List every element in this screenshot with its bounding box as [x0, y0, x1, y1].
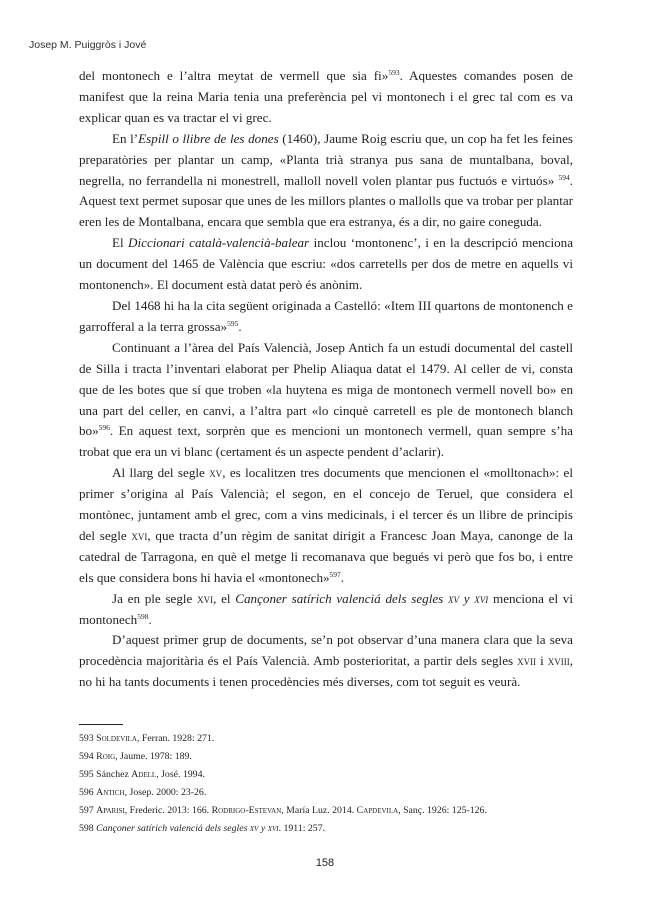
text-run: . Aquest text permet suposar que unes de les millors plantes o mallolls que va trobar per plantar eren les de Montalbana, encara que sembla que era estranya, és a dir, no gaire coneguda. — [79, 172, 573, 230]
text-run: . 1911: 257. — [278, 823, 326, 834]
text-run: Ja en ple segle — [112, 590, 198, 606]
footnote-number: 595 — [79, 769, 97, 780]
book-title: Diccionari català-valencià-balear — [128, 235, 310, 251]
text-run: . En aquest text, sorprèn que es mencioni un montonech vermell, quan sempre s’ha trobat que era un vi blanc (certament és un aspecte pendent d’aclarir). — [79, 423, 573, 460]
text-run: En l’ — [112, 130, 139, 146]
footnote-596 — [79, 784, 573, 802]
text-run: . — [238, 318, 242, 334]
century-numeral: xvi — [267, 823, 279, 834]
paragraph-2 — [79, 129, 573, 234]
footnote-598 — [79, 820, 573, 838]
century-numeral: xvi — [474, 590, 489, 606]
author-surname: Soldevila — [96, 733, 137, 744]
text-run: , no hi ha tants documents i tenen procedències més diverses, com tot seguit es veurà. — [79, 653, 574, 690]
text-run: , que tracta d’un règim de sanitat dirigit a Francesc Joan Maya, canonge de la catedral de Tarragona, en què el metge li recomanava que begués vi però que fos bo, i entre els que considera bons hi havia el «montonech» — [79, 527, 573, 585]
author-surname: Antich — [96, 787, 125, 798]
text-run: D’aquest primer grup de documents, se’n pot observar d’una manera clara que la seva procedència majoritària és el País Valencià. Amb posterioritat, a partir dels segles — [79, 632, 573, 669]
text-run: . Aquestes comandes posen de manifest que la reina Maria tenia una preferència pel vi montonech i el grec tal com es va explicar quan es va tractar el vi grec. — [79, 68, 573, 125]
text-run: , Frederic. 2013: 166. — [124, 805, 212, 816]
footnote-597 — [79, 802, 573, 820]
book-title — [96, 823, 278, 834]
text-run: del montonech e l’altra meytat de vermell que sia fi» — [79, 68, 389, 83]
footnote-number: 596 — [79, 787, 97, 798]
text-run: y — [258, 823, 268, 834]
footnote-ref-593[interactable]: 593 — [388, 68, 400, 77]
book-title: Espill o llibre de les dones — [138, 130, 279, 146]
text-run: , María Luz. 2014. — [281, 805, 357, 816]
text-run: inclou ‘montonenc’, i en la descripció menciona un document del 1465 de València que escriu: «dos carretells per dos de metre en aquells vi montonench». El document està datat però és anònim. — [79, 235, 574, 293]
century-numeral: xv — [209, 465, 223, 481]
footnote-ref-595[interactable]: 595 — [227, 318, 239, 328]
text-run: i — [536, 653, 548, 669]
footnotes — [79, 730, 573, 838]
text-run: , el — [213, 590, 236, 606]
footnote-ref-594[interactable]: 594 — [558, 172, 570, 182]
text-run: , Josep. 2000: 23-26. — [124, 787, 207, 798]
page-number: 158 — [315, 857, 335, 869]
century-numeral: xviii — [547, 653, 570, 669]
author-surname: Adell — [131, 769, 157, 780]
text-run: , es localitzen tres documents que mencionen el «molltonach»: el primer s’origina al País Valencià; el segon, en el concejo de Teruel, que considera el montònec, juntament amb el grec, com a vins medicinals, i el tercer és un llibre de principis del segle — [79, 465, 573, 543]
text-run: Cançoner satírich valenciá dels segles — [96, 823, 250, 834]
text-run: Cançoner satírich valenciá dels segles — [235, 590, 448, 606]
footnote-number: 597 — [79, 805, 97, 816]
footnote-594 — [79, 748, 573, 766]
footnote-number: 598 — [79, 823, 97, 834]
century-numeral: xvii — [517, 653, 537, 669]
text-run: , Ferran. 1928: 271. — [136, 733, 215, 744]
text-run: y — [459, 590, 475, 606]
footnote-number: 594 — [79, 751, 97, 762]
century-numeral: xv — [448, 590, 459, 606]
text-run: menciona el vi montonech — [79, 590, 573, 627]
footnote-ref-596[interactable]: 596 — [98, 423, 110, 433]
author-surname: Aparisi — [96, 805, 125, 816]
paragraph-7 — [79, 589, 573, 631]
text-run: Al llarg del segle — [112, 465, 210, 481]
text-run: , Sanç. 1926: 125-126. — [398, 805, 487, 816]
paragraph-4 — [79, 296, 573, 338]
footnote-593 — [79, 730, 573, 748]
text-run: , Jaume. 1978: 189. — [115, 751, 192, 762]
paragraph-8 — [79, 630, 573, 693]
author-surname: Roig — [96, 751, 116, 762]
text-run: Continuant a l’àrea del País Valencià, Josep Antich fa un estudi documental del castell de Silla i tracta l’inventari elaborat per Phelip Aliaqua datat el 1479. Al celler de vi, consta que de les botes que sí que troben «la huytena es miga de montonech vermell novell bo» en una part del celler, en canvi, a l’altra part «lo cinquè carretell es ple de montonech blanch bo» — [79, 339, 573, 439]
footnote-ref-598[interactable]: 598 — [137, 611, 149, 621]
author-surname: Rodrigo-Estevan — [211, 805, 282, 816]
century-numeral: xvi — [131, 527, 148, 543]
century-numeral: xvi — [197, 590, 214, 606]
text-run: , José. 1994. — [156, 769, 205, 780]
running-header: Josep M. Puiggròs i Jové — [29, 39, 147, 51]
text-run: Del 1468 hi ha la cita següent originada a Castelló: «Item III quartons de montonench e garrofferal a la terra grossa» — [79, 297, 573, 334]
book-title — [235, 591, 488, 606]
body-text — [79, 66, 573, 693]
footnote-ref-597[interactable]: 597 — [329, 569, 341, 579]
paragraph-1 — [79, 66, 573, 129]
footnote-divider — [79, 724, 123, 725]
text-run: El — [112, 235, 129, 251]
text-run: (1460), Jaume Roig escriu que, un cop ha fet les feines preparatòries per plantar un camp, «Planta trià stranya pus sana de muntalbana, boval, negrella, no ferrandella ni monestrell, malloll novell volen plantar pus fuctuós e virtuós» — [79, 130, 573, 188]
paragraph-5 — [79, 338, 573, 463]
text-run: . — [148, 611, 152, 627]
author-surname: Capdevila — [356, 805, 399, 816]
text-run: Sánchez — [96, 769, 132, 780]
footnote-number: 593 — [79, 733, 97, 744]
paragraph-6 — [79, 463, 573, 588]
footnote-595 — [79, 766, 573, 784]
text-run: . — [340, 569, 345, 585]
paragraph-3 — [79, 233, 573, 296]
century-numeral: xv — [249, 823, 259, 834]
